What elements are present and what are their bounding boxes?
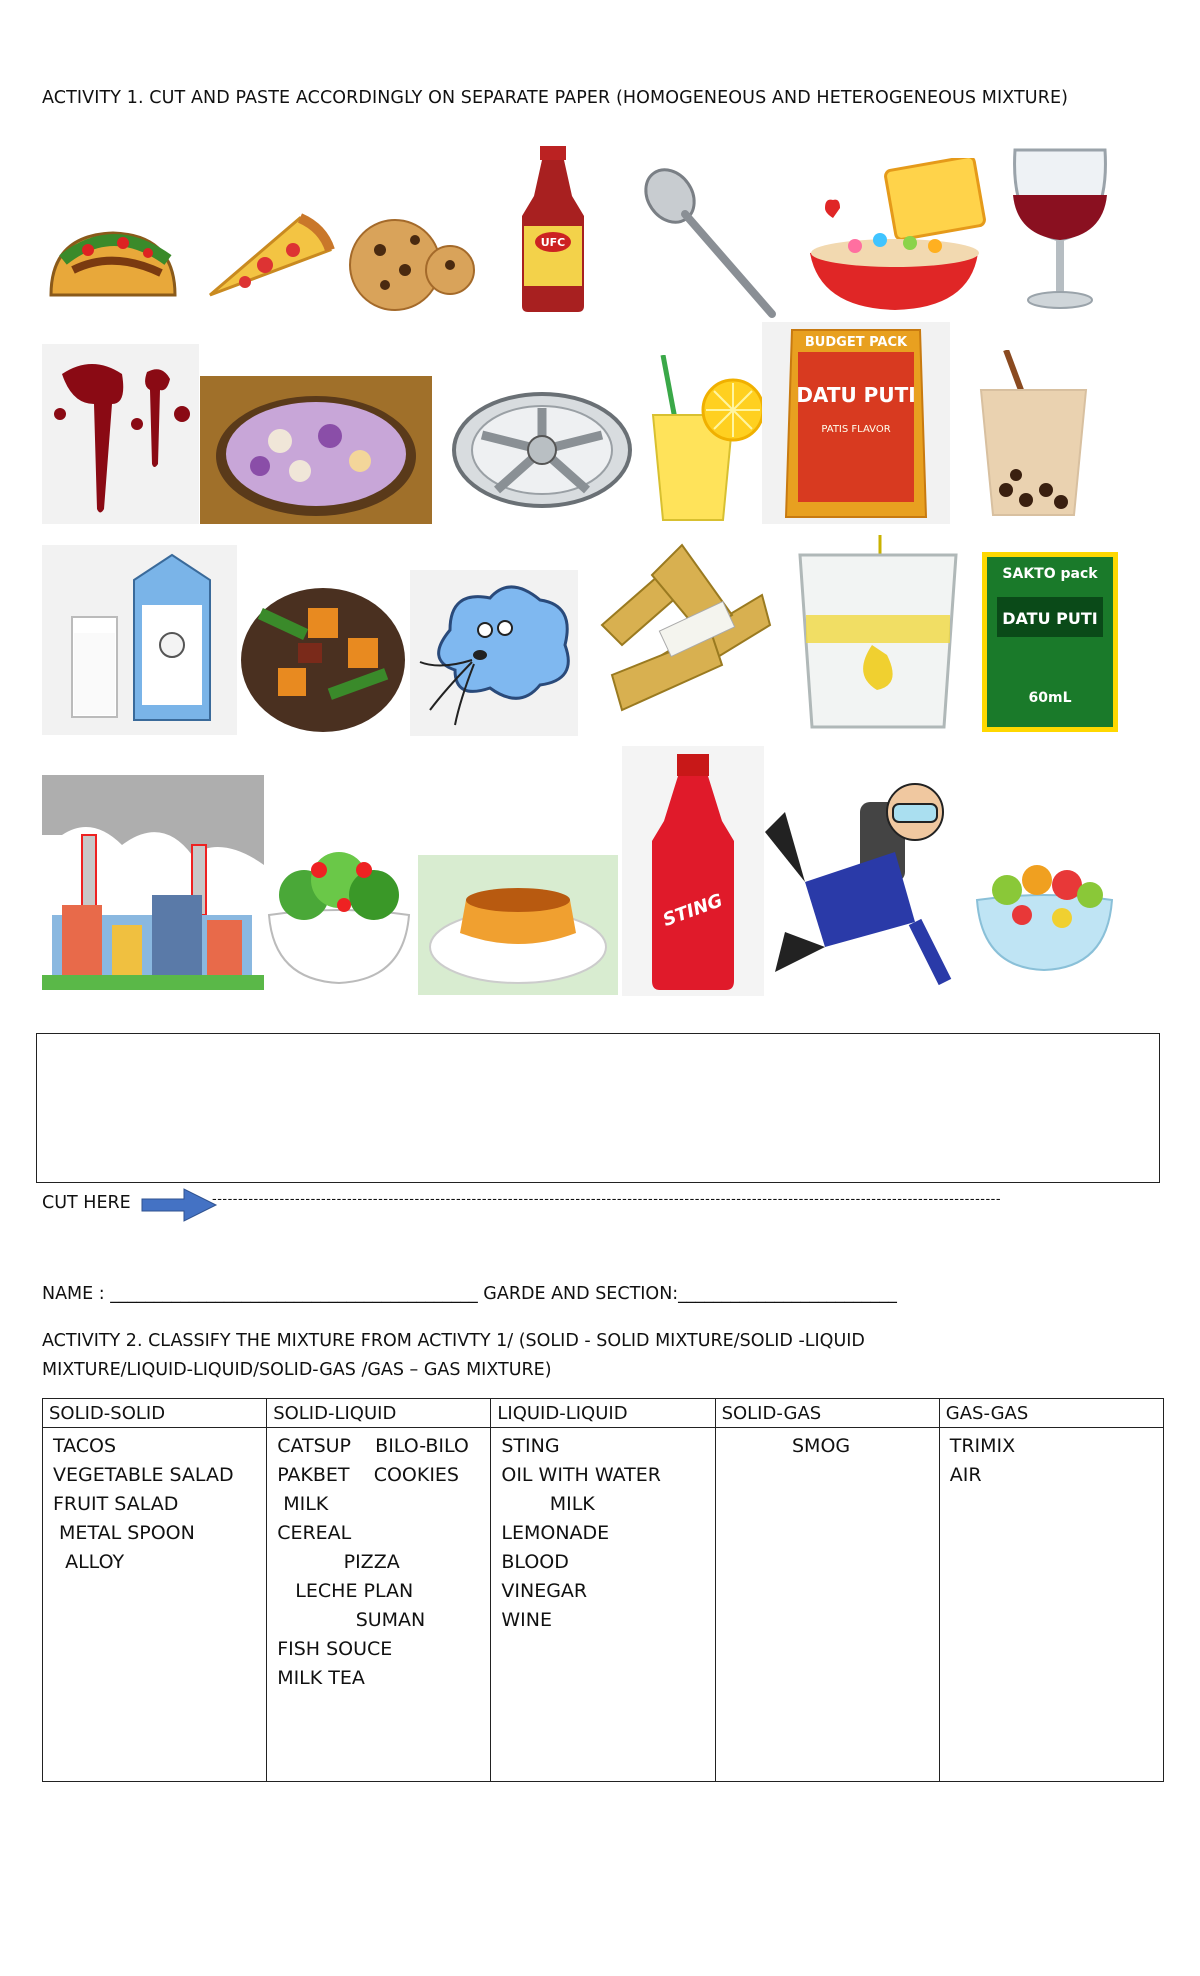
sting-bottle-icon (622, 746, 764, 996)
activity1-title: ACTIVITY 1. CUT AND PASTE ACCORDINGLY ON SEPARATE PAPER (HOMOGENEOUS AND HETEROGENEOUS MIXTURE) (42, 88, 1069, 108)
fruit-salad-icon (972, 840, 1117, 975)
lemonade-icon (648, 355, 766, 523)
header-solid-solid: SOLID-SOLID (43, 1399, 267, 1428)
list-item: OIL WITH WATER (501, 1464, 661, 1486)
cookies-icon (345, 210, 475, 320)
header-gas-gas: GAS-GAS (939, 1399, 1163, 1428)
cut-here-label: CUT HERE (42, 1193, 131, 1213)
header-liquid-liquid: LIQUID-LIQUID (491, 1399, 715, 1428)
list-item: ALLOY (53, 1551, 125, 1573)
patis-top-label: BUDGET PACK (804, 335, 908, 350)
vinegar-top-label: SAKTO pack (1002, 566, 1098, 582)
name-grade-section-row: NAME : __________________________________________ GARDE AND SECTION:_________________________ (42, 1284, 897, 1304)
list-item: TACOS (53, 1435, 117, 1457)
sting-brand-label: STING (660, 890, 726, 931)
blood-icon (42, 344, 199, 524)
list-item: LECHE PLAN (277, 1580, 414, 1602)
pizza-icon (205, 210, 335, 300)
vinegar-pack-icon (982, 552, 1118, 732)
list-item: MILK (277, 1493, 329, 1515)
air-cloud-icon (410, 570, 578, 736)
column-liquid-liquid (491, 1428, 715, 1782)
list-item: AIR (949, 1464, 982, 1486)
column-solid-gas (715, 1428, 939, 1782)
list-item: VINEGAR (501, 1580, 588, 1602)
list-item: MILK TEA (277, 1667, 365, 1689)
taco-icon (42, 215, 184, 315)
pakbet-icon (238, 578, 408, 736)
column-solid-liquid (267, 1428, 491, 1782)
list-item: LEMONADE (501, 1522, 610, 1544)
list-item: STING (501, 1435, 560, 1457)
list-item: PIZZA (277, 1551, 400, 1573)
catsup-bottle-icon (512, 146, 594, 314)
list-item: SUMAN (277, 1609, 426, 1631)
patis-flavor-label: PATIS FLAVOR (821, 424, 891, 435)
list-item: FRUIT SALAD (53, 1493, 179, 1515)
spoon-icon (640, 166, 780, 321)
catsup-brand-label: UFC (540, 236, 566, 249)
cereal-bowl-icon (800, 158, 990, 318)
leche-flan-icon (418, 855, 618, 995)
list-item: SMOG (725, 1435, 851, 1457)
suman-icon (592, 535, 772, 735)
arrow-right-icon (140, 1187, 220, 1223)
bilo-bilo-bowl-icon (200, 376, 432, 524)
list-item: WINE (501, 1609, 552, 1631)
list-item: BLOOD (501, 1551, 569, 1573)
factory-smog-icon (42, 775, 264, 990)
list-item: VEGETABLE SALAD (53, 1464, 234, 1486)
activity2-title (42, 1327, 1142, 1385)
oil-in-water-icon (792, 535, 964, 735)
paste-box (36, 1033, 1160, 1183)
list-item: TRIMIX (949, 1435, 1016, 1457)
list-item: PAKBET COOKIES (277, 1464, 459, 1486)
wine-glass-icon (1005, 140, 1115, 315)
vinegar-brand-label: DATU PUTI (1002, 609, 1098, 628)
list-item: MILK (501, 1493, 595, 1515)
list-item: CEREAL (277, 1522, 352, 1544)
list-item: FISH SOUCE (277, 1638, 393, 1660)
patis-brand-label: DATU PUTI (796, 383, 916, 407)
milk-carton-icon (42, 545, 237, 735)
header-solid-gas: SOLID-GAS (715, 1399, 939, 1428)
header-solid-liquid: SOLID-LIQUID (267, 1399, 491, 1428)
classification-table (42, 1398, 1164, 1782)
milk-tea-icon (976, 350, 1091, 522)
activity2-title-line2: MIXTURE/LIQUID-LIQUID/SOLID-GAS /GAS – GAS MIXTURE) (42, 1360, 552, 1380)
cut-line: -------------------------------------------------------------------------------------------------------------------------------------------------------- (212, 1192, 1002, 1207)
wheel-rim-icon (452, 390, 632, 510)
patis-pack-icon (762, 322, 950, 524)
activity2-title-line1: ACTIVITY 2. CLASSIFY THE MIXTURE FROM ACTIVTY 1/ (SOLID - SOLID MIXTURE/SOLID -LIQUID (42, 1331, 865, 1351)
scuba-diver-icon (765, 772, 963, 997)
list-item: CATSUP BILO-BILO (277, 1435, 469, 1457)
column-gas-gas (939, 1428, 1163, 1782)
vegetable-salad-icon (264, 815, 414, 990)
vinegar-size-label: 60mL (1028, 690, 1072, 706)
column-solid-solid (43, 1428, 267, 1782)
list-item: METAL SPOON (53, 1522, 195, 1544)
